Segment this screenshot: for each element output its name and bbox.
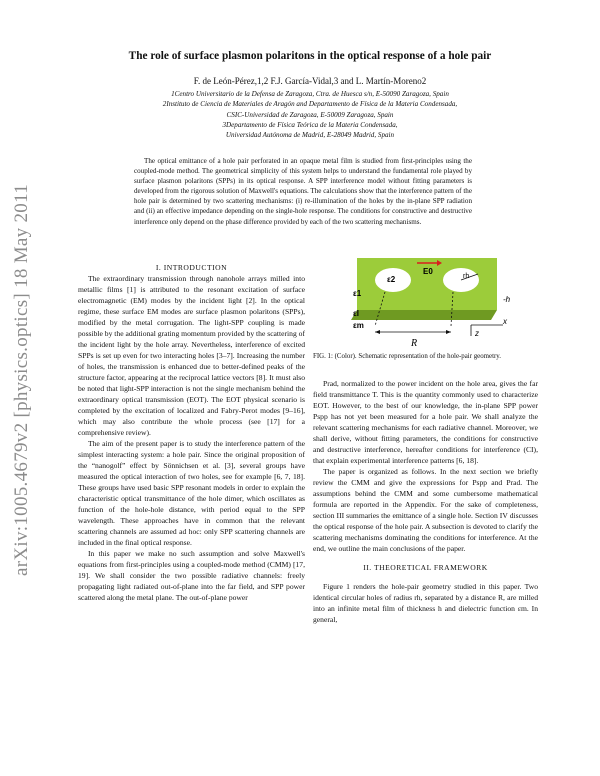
r-arrowhead-right — [446, 330, 451, 334]
affiliation-line: CSIC-Universidad de Zaragoza, E-50009 Zaragoza, Spain — [226, 110, 394, 119]
paragraph: The extraordinary transmission through nanohole arrays milled into metallic films [1] is attributed to the resonant excitation of surface electromagnetic (EM) modes by the incident light [2]. In the optical regime, these surface EM modes are surface plasmon polaritons (SPPs), modified by the metal corrugation. The light-SPP coupling is made possible by the additional grating momentum provided by the scattering of the incident light by the hole array. Nevertheless, interference of excited SPPs is set up even for two interacting holes [3–7]. Increasing the number of holes, the transmission is enhanced due to better-defined peaks of the structure factor, appearing at the reciprocal lattice vectors [8]. It must also be noted that light-SPP interaction is not the single mechanism behind the extraordinary optical transmission (EOT). The EOT physical scenario is completed by the excitation of localized and Fabry-Perot modes [9–16], which may also contribute the whole process (see [17] for a comprehensive review). — [78, 274, 305, 437]
e0-label: E0 — [423, 267, 433, 276]
em-label: εm — [353, 321, 364, 330]
e2-label: ε2 — [387, 275, 396, 284]
section-heading: I. INTRODUCTION — [155, 263, 228, 272]
e1-label: ε1 — [353, 289, 362, 298]
arxiv-sidebar — [2, 170, 42, 590]
r-label: R — [411, 338, 418, 349]
hole-pair-figure — [313, 258, 538, 358]
abstract: The optical emittance of a hole pair perforated in an opaque metal film is studied from first-principles using the coupled-mode method. The geometrical simplicity of this system helps to understand the fundamental role played by surface plasmon polaritons (SPPs) in its optical response. A SPP interference model without fitting parameters is developed from the rigorous solution of Maxwell's equations. The calculations show that the interference pattern of the hole pair is determined by two scattering mechanisms: (i) re-illumination of the holes by the in-plane SPP radiation and (ii) an effective impedance depending on the single-hole response. The conditions for constructive and destructive interference only depend on the phase difference provided by each of the two scattering mechanisms. — [134, 157, 472, 226]
r-arrowhead-left — [375, 330, 380, 334]
z-axis-label: z — [475, 329, 479, 338]
figure-caption: FIG. 1: (Color). Schematic representation of the hole-pair geometry. — [313, 353, 502, 360]
paragraph: In this paper we make no such assumption and solve Maxwell's equations from first-principles using a coupled-mode method (CMM) [17, 19]. We shall consider the two possible radiative channels: freely propagating light radiated out-of-plane into the far field, and SPP power scattered along the metal plane. The out-of-plane power — [78, 549, 305, 602]
h-label: -h — [503, 295, 511, 304]
left-column — [78, 262, 305, 603]
arxiv-id: arXiv:1005.4679v2 [physics.optics] 18 May 2011 — [11, 184, 32, 576]
film-side — [351, 310, 497, 320]
affiliations — [60, 89, 560, 140]
paragraph: The paper is organized as follows. In the next section we briefly review the CMM and give the expressions for Pspp and Prad. The assumptions behind the CMM and some cumbersome mathematical formula are reported in the Appendix. For the sake of completeness, section III summaries the emittance of a single hole. Section IV discusses the optical response of the hole pair. A subsection is devoted to clarify the scattering mechanisms dominating the conditions for interference. At the end, we outline the main conclusions of the paper. — [313, 467, 538, 553]
paragraph: The aim of the present paper is to study the interference pattern of the simplest interacting system: a hole pair. Since the original proposition of the “nanogolf” effect by Sönnichsen et al. [3], several groups have measured the optical interaction of two holes, see for example [6, 7, 18]. These groups have used basic SPP resonant models in order to explain the characteristic optical transmittance of the hole dimer, which oscillates as function of the hole-hole distance, with period equal to the SPP wavelength. These approaches have in common that the relevant scattering channels are assumed ad hoc: only SPP scattering channels are included in the final optical response. — [78, 439, 305, 547]
paper-title: The role of surface plasmon polaritons in the optical response of a hole pair — [128, 50, 492, 62]
affiliation-line: 1Centro Universitario de la Defensa de Zaragoza, Ctra. de Huesca s/n, E-50090 Zaragoza, Spain — [171, 90, 449, 98]
affiliation-line: Universidad Autónoma de Madrid, E-28049 Madrid, Spain — [225, 131, 395, 140]
right-column — [313, 378, 538, 625]
affiliation-line: 3Departamento de Física Teórica de la Materia Condensada, — [222, 120, 398, 129]
affiliation-line: 2Instituto de Ciencia de Materiales de Aragón and Departamento de Física de la Materia Condensada, — [162, 100, 458, 109]
authors: F. de León-Pérez,1,2 F.J. García-Vidal,3 and L. Martín-Moreno2 — [193, 76, 427, 86]
rh-label: rh — [463, 273, 470, 280]
x-axis-label: x — [503, 317, 507, 326]
eI-label: εI — [353, 309, 360, 318]
section-heading: II. THEORETICAL FRAMEWORK — [363, 563, 488, 572]
paragraph: Figure 1 renders the hole-pair geometry studied in this paper. Two identical circular holes of radius rh, separated by a distance R, are milled into an infinite metal film of thickness h and dielectric function εm. In general, — [313, 582, 538, 624]
paragraph: Prad, normalized to the power incident on the hole area, gives the far field transmittance T. This is the quantity commonly used to characterize EOT. However, to the best of our knowledge, the in-plane SPP power Pspp has not yet been measured for a hole pair. We shall analyze the relevant scattering mechanisms for each radiative channel. Moreover, we shall derive, without fitting parameters, the conditions for constructive and destructive interference, hereafter conditions for interference (CI), that explain experimental interference patterns [6, 18]. — [313, 379, 538, 465]
